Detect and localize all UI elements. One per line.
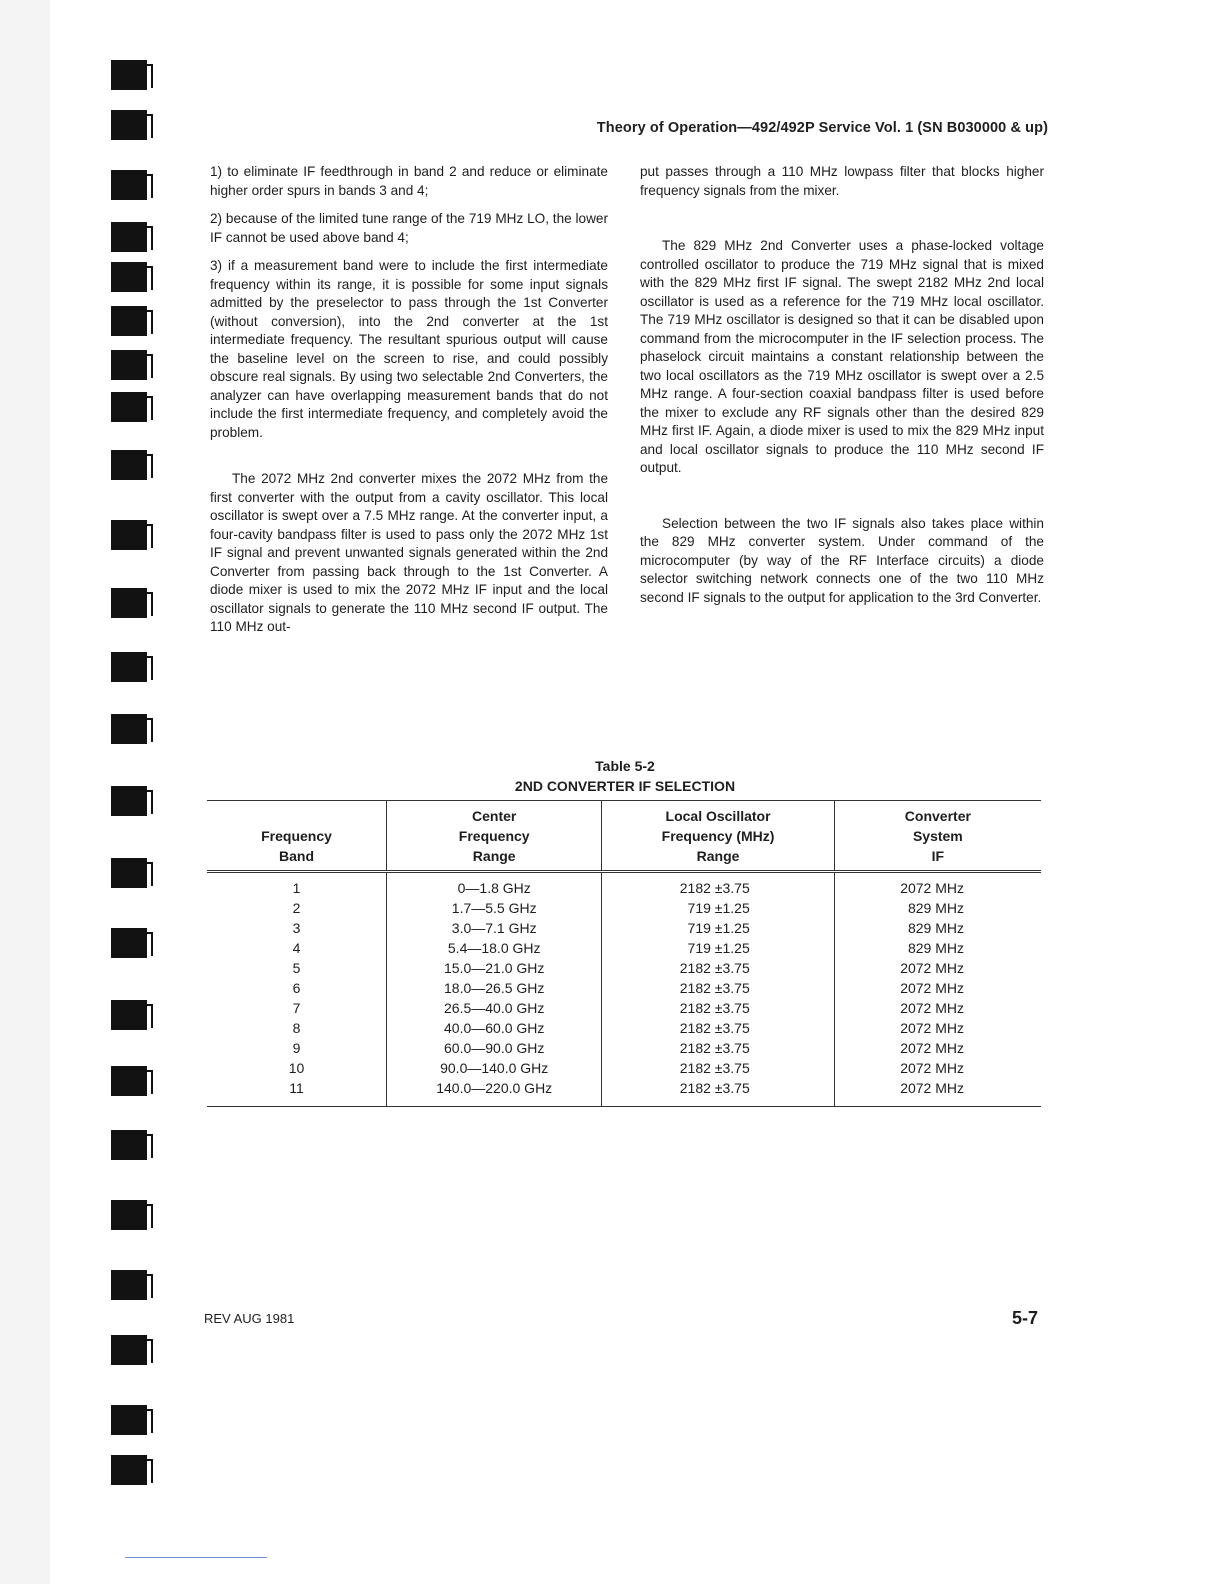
paragraph: The 829 MHz 2nd Converter uses a phase-locked voltage controlled oscillator to produce the 719 MHz signal that is mixed with the 829 MHz first IF signal. The swept 2182 MHz 2nd local oscillator is used as a reference for the 719 MHz local oscillator. The 719 MHz oscillator is designed so that it can be disabled upon command from the microcomputer in the IF selection process. The phaselock circuit maintains a constant relationship between the two local oscillators as the 719 MHz oscillator is swept over a 2.5 MHz range. A four-section coaxial bandpass filter is used before the mixer to exclude any RF signals other than the desired 829 MHz first IF. Again, a diode mixer is used to mix the 829 MHz input and local oscillator signals to produce the 110 MHz second IF output. (640, 238, 1044, 475)
header-frequency-band (207, 801, 387, 872)
cell-band: 4 (292, 940, 301, 956)
cell-band: 10 (288, 1060, 305, 1076)
cell-converter-if: 2072 MHz (834, 872, 1041, 899)
table-row (207, 958, 1041, 978)
cell-converter-if: 2072 MHz (834, 1058, 1041, 1078)
paragraph: Selection between the two IF signals also takes place within the 829 MHz converter system. Under command of the microcomputer (by way of the RF Interface circuits) a diode selector switching network connects one of the two 110 MHz second IF signals to the output for application to the 3rd Converter. (640, 515, 1044, 605)
header-line: Center (472, 808, 517, 824)
binding-tab (111, 714, 147, 744)
right-column (640, 163, 1044, 607)
paragraph: put passes through a 110 MHz lowpass filter that blocks higher frequency signals from the mixer. (640, 164, 1044, 198)
cell-converter-if: 2072 MHz (834, 958, 1041, 978)
if-selection-table (207, 800, 1041, 1107)
cell-converter-if: 2072 MHz (834, 978, 1041, 998)
table-title: 2ND CONVERTER IF SELECTION (514, 778, 736, 794)
table-row (207, 1058, 1041, 1078)
cell-lo-frequency: 2182 ±3.75 (602, 978, 834, 998)
header-line: Band (279, 848, 315, 864)
header-line: IF (931, 848, 945, 864)
header-line: Range (696, 848, 740, 864)
cell-converter-if: 2072 MHz (834, 1038, 1041, 1058)
cell-frequency-range: 1.7—5.5 GHz (387, 898, 602, 918)
table-row (207, 872, 1041, 899)
left-column (210, 163, 608, 637)
cell-band: 6 (292, 980, 301, 996)
header-line: Frequency (458, 828, 530, 844)
header-line: Frequency (MHz) (661, 828, 775, 844)
header-line: Frequency (261, 828, 332, 844)
table-number: Table 5-2 (595, 758, 655, 774)
header-line: System (912, 828, 963, 844)
cell-converter-if: 2072 MHz (834, 1018, 1041, 1038)
table-row (207, 918, 1041, 938)
cell-converter-if: 829 MHz (834, 918, 1041, 938)
binding-tab (111, 1405, 147, 1435)
cell-lo-frequency: 2182 ±3.75 (602, 998, 834, 1018)
header-local-oscillator (602, 801, 834, 872)
cell-band: 11 (207, 1078, 387, 1107)
binding-tab (111, 350, 147, 380)
cell-band: 9 (292, 1040, 301, 1056)
binding-tab (111, 858, 147, 888)
cell-lo-frequency: 2182 ±3.75 (602, 958, 834, 978)
binding-tab (111, 170, 147, 200)
table-row (207, 978, 1041, 998)
running-header: Theory of Operation—492/492P Service Vol. 1 (SN B030000 & up) (596, 120, 1048, 136)
cell-band: 8 (292, 1020, 301, 1036)
table-caption (210, 756, 1040, 796)
table-row (207, 998, 1041, 1018)
cell-converter-if: 829 MHz (834, 938, 1041, 958)
scan-artifact-line (125, 1557, 267, 1558)
cell-converter-if: 829 MHz (834, 898, 1041, 918)
cell-frequency-range: 60.0—90.0 GHz (387, 1038, 602, 1058)
cell-lo-frequency: 719 ±1.25 (602, 918, 834, 938)
cell-converter-if: 2072 MHz (834, 998, 1041, 1018)
cell-frequency-range: 5.4—18.0 GHz (387, 938, 602, 958)
binding-tab (111, 1270, 147, 1300)
cell-lo-frequency: 2182 ±3.75 (602, 1018, 834, 1038)
header-line: Range (472, 848, 516, 864)
binding-tab (111, 222, 147, 252)
header-center-frequency-range (387, 801, 602, 872)
binding-tab (111, 60, 147, 90)
header-line: Converter (904, 808, 971, 824)
binding-tab (111, 588, 147, 618)
cell-frequency-range: 140.0—220.0 GHz (387, 1078, 602, 1107)
binding-tab (111, 450, 147, 480)
cell-band: 7 (292, 1000, 301, 1016)
page-number: 5-7 (1012, 1308, 1039, 1328)
binding-tab (111, 1130, 147, 1160)
paragraph: 3) if a measurement band were to include the first intermediate frequency within its range, it is possible for some input signals admitted by the preselector to pass through the 1st Converter (without conversion), into the 2nd converter at the 1st intermediate frequency. The resultant spurious output will cause the baseline level on the screen to rise, and could possibly obscure real signals. By using two selectable 2nd Converters, the analyzer can have overlapping measurement bands that do not include the first intermediate frequency, and completely avoid the problem. (210, 258, 608, 440)
table-row (207, 938, 1041, 958)
binding-tab (111, 1455, 147, 1485)
cell-frequency-range: 0—1.8 GHz (387, 872, 602, 899)
binding-tab (111, 1335, 147, 1365)
cell-frequency-range: 40.0—60.0 GHz (387, 1018, 602, 1038)
binding-tab (111, 1200, 147, 1230)
table-row (207, 1078, 1041, 1107)
binding-tab (111, 262, 147, 292)
paragraph: The 2072 MHz 2nd converter mixes the 2072 MHz from the first converter with the output from a cavity oscillator. This local oscillator is swept over a 7.5 MHz range. At the converter input, a four-cavity bandpass filter is used to pass only the 2072 MHz 1st IF signal and prevent unwanted signals generated within the 2nd Converter from passing back through to the 1st Converter. A diode mixer is used to mix the 2072 MHz IF input and the local oscillator signals to generate the 110 MHz second IF output. The 110 MHz out- (210, 471, 608, 634)
cell-frequency-range: 18.0—26.5 GHz (387, 978, 602, 998)
cell-frequency-range: 90.0—140.0 GHz (387, 1058, 602, 1078)
header-line: Local Oscillator (665, 808, 771, 824)
cell-band: 2 (292, 900, 301, 916)
binding-tab (111, 520, 147, 550)
binding-tab (111, 110, 147, 140)
cell-frequency-range: 26.5—40.0 GHz (387, 998, 602, 1018)
cell-band: 1 (292, 880, 301, 896)
table-header-row (207, 801, 1041, 872)
binding-tab (111, 928, 147, 958)
cell-converter-if: 2072 MHz (834, 1078, 1041, 1107)
cell-lo-frequency: 2182 ±3.75 (602, 1038, 834, 1058)
table-row (207, 1038, 1041, 1058)
binding-tab (111, 306, 147, 336)
binding-margin (0, 0, 50, 1584)
paragraph: 2) because of the limited tune range of the 719 MHz LO, the lower IF cannot be used above band 4; (210, 211, 608, 245)
cell-lo-frequency: 719 ±1.25 (602, 898, 834, 918)
binding-tab (111, 652, 147, 682)
binding-tab (111, 392, 147, 422)
revision-date: REV AUG 1981 (204, 1311, 295, 1326)
binding-tab (111, 1000, 147, 1030)
header-converter-system-if (834, 801, 1041, 872)
cell-frequency-range: 3.0—7.1 GHz (387, 918, 602, 938)
table-row (207, 898, 1041, 918)
cell-lo-frequency: 719 ±1.25 (602, 938, 834, 958)
cell-lo-frequency: 2182 ±3.75 (602, 1078, 834, 1107)
cell-lo-frequency: 2182 ±3.75 (602, 872, 834, 899)
binding-tab (111, 1066, 147, 1096)
cell-lo-frequency: 2182 ±3.75 (602, 1058, 834, 1078)
cell-band: 5 (292, 960, 301, 976)
cell-band: 3 (292, 920, 301, 936)
binding-tab (111, 786, 147, 816)
paragraph: 1) to eliminate IF feedthrough in band 2 and reduce or eliminate higher order spurs in bands 3 and 4; (210, 164, 608, 198)
cell-frequency-range: 15.0—21.0 GHz (387, 958, 602, 978)
table-row (207, 1018, 1041, 1038)
